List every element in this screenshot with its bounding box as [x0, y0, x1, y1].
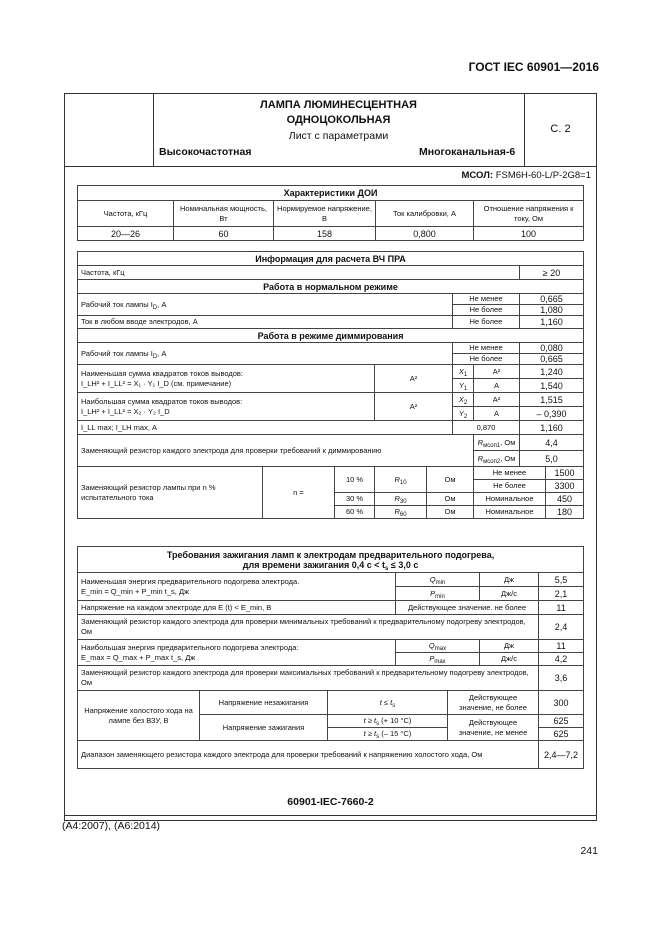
rmin2-value: 5,0 [520, 451, 584, 467]
rmin2-sub: мсоп2 [483, 458, 501, 465]
r60-symbol [375, 506, 427, 519]
y2-symbol [453, 407, 474, 421]
pmin-unit: Дж/с [480, 587, 539, 601]
qmin-unit: Дж [480, 573, 539, 587]
amendments: (А4:2007), (А6:2014) [62, 820, 161, 832]
page-number: 241 [580, 845, 598, 857]
r60-value: 180 [546, 506, 584, 519]
r30-unit: Ом [427, 493, 474, 506]
work-current-text: Рабочий ток лампы I [81, 299, 153, 309]
pmax-letter: P [429, 654, 435, 663]
pmin-letter: P [430, 588, 436, 598]
x2-value: 1,515 [520, 393, 584, 407]
rmin1-unit: , Ом [500, 437, 516, 447]
dim-not-less: Не менее [453, 343, 520, 354]
doi-header-current: Ток калибровки, А [376, 201, 474, 227]
qmin-symbol [396, 573, 480, 587]
pmax-symbol [396, 653, 480, 666]
y2-unit: А [474, 407, 520, 421]
work-current-unit: , А [157, 299, 167, 309]
dim-mode-title: Работа в режиме диммирования [78, 329, 584, 343]
r10-letter: R [394, 474, 400, 484]
doi-header-power: Номинальная мощность, Вт [174, 201, 274, 227]
emax-line2: E_max = Q_max + P_max t_s, Дж [81, 652, 196, 662]
rmin2-symbol [474, 451, 520, 467]
no-ign-eff-line2: значение, не более [459, 702, 527, 712]
t-ge-2-text: t ≥ t [363, 729, 377, 738]
greatest-sum-line2: I_LH² + I_LL² = X₂ · Y₂ I_D [81, 406, 170, 416]
any-input-not-more: Не более [453, 316, 520, 329]
emin-line1: Наименьшая энергия предварительного подогрева электрода. [81, 576, 300, 586]
ignition-title-line1: Требования зажигания ламп к электродам предварительного подогрева, [166, 549, 495, 560]
normal-not-more: Не более [453, 305, 520, 316]
greatest-sum-unit: А² [375, 393, 453, 421]
res-min-value: 2,4 [539, 615, 584, 640]
msol-value: FSM6H-60-L/P-2G8=1 [495, 170, 591, 181]
x2-sub: 2 [463, 399, 468, 406]
x1-symbol [453, 365, 474, 379]
emax-q-value: 11 [539, 640, 584, 653]
least-sum-label [78, 365, 375, 393]
emax-line1: Наибольшая энергия предварительного подогрева электрода: [81, 642, 299, 652]
qmin-sub: min [435, 579, 446, 586]
hf-title: Информация для расчета ВЧ ПРА [78, 252, 584, 266]
ign-eff-line1: Действующее [468, 717, 518, 727]
footer-line [64, 815, 597, 816]
page-code: С. 2 [550, 123, 571, 135]
range-value: 2,4—7,2 [539, 741, 584, 769]
hf-table [77, 251, 584, 519]
res-dim-label: Заменяющий резистор каждого электрода для проверки требований к диммированию [78, 435, 474, 467]
rmin1-value: 4,4 [520, 435, 584, 451]
greatest-sum-line1: Наибольшая сумма квадратов токов выводов: [81, 396, 243, 406]
rmin2-unit: , Ом [500, 453, 516, 463]
rmin1-letter: R [477, 437, 484, 447]
t-ge-2-sub: s [376, 734, 380, 740]
rmin1-symbol [474, 435, 520, 451]
pmax-unit: Дж/с [480, 653, 539, 666]
idle-voltage-label: Напряжение холостого хода на лампе без ВЗУ, В [78, 691, 200, 741]
r30-sub: 30 [399, 499, 407, 505]
pmin-sub: min [435, 593, 445, 600]
hf-freq-value: ≥ 20 [520, 266, 584, 280]
x1-sub: 1 [463, 371, 468, 378]
doi-value-power: 60 [174, 227, 274, 241]
greatest-sum-label [78, 393, 375, 421]
y1-symbol [453, 379, 474, 393]
doi-value-freq: 20—26 [78, 227, 174, 241]
dim-work-current-sub: D [152, 353, 158, 360]
emax-label [78, 640, 396, 666]
ignition-title-sub: s [385, 565, 389, 572]
t-ge-1 [328, 715, 448, 728]
multichannel-label: Многоканальная-6 [419, 146, 516, 158]
doi-header-voltage: Нормируемое напряжение, В [274, 201, 376, 227]
voltage-value: 11 [539, 601, 584, 615]
y2-sub: 2 [463, 413, 468, 420]
dim-min-value: 0,080 [520, 343, 584, 354]
dim-max-value: 0,665 [520, 354, 584, 365]
y2-value: – 0,390 [520, 407, 584, 421]
n-equals: n = [263, 467, 335, 519]
sheet-subtitle: Лист с параметрами [288, 130, 389, 142]
footer-code: 60901-IEC-7660-2 [287, 796, 374, 808]
normal-mode-title: Работа в нормальном режиме [78, 280, 584, 294]
res-max-value: 3,6 [539, 666, 584, 691]
res-max-label: Заменяющий резистор каждого электрода для проверки максимальных требований к предварительному подогреву электродов, Ом [78, 666, 539, 691]
voltage-effective: Действующее значение. не более [396, 601, 539, 615]
doi-value-voltage: 158 [274, 227, 376, 241]
p30: 30 % [335, 493, 375, 506]
x1-value: 1,240 [520, 365, 584, 379]
ignition-value-1: 625 [539, 715, 584, 728]
no-ignition-value: 300 [539, 691, 584, 715]
normal-max-value: 1,080 [520, 305, 584, 316]
any-input-value: 1,160 [520, 316, 584, 329]
t-ge-1-end: (+ 10 °С) [379, 716, 412, 725]
ignition-value-2: 625 [539, 728, 584, 741]
ignition-title-line2-text: для времени зажигания 0,4 с < t [242, 559, 386, 570]
ilmax-mid-value: 0,870 [453, 421, 520, 435]
range-label: Диапазон заменяющего резистора каждого электрода для проверки требований к напряжению холостого хода, Ом [78, 741, 539, 769]
t-le-ts-text: t ≤ t [379, 697, 393, 707]
least-sum-unit: А² [375, 365, 453, 393]
qmax-letter: Q [428, 641, 435, 650]
ign-eff-line2: значение, не менее [458, 727, 528, 737]
no-ign-eff-line1: Действующее [468, 692, 518, 702]
voltage-label: Напряжение на каждом электроде для E (t) < E_min, В [78, 601, 396, 615]
r30-value: 450 [546, 493, 584, 506]
msol-label: МСОЛ: [461, 170, 494, 181]
r10-max-value: 3300 [546, 480, 584, 493]
t-ge-2-end: (– 15 °С) [379, 729, 412, 738]
x1-unit: А² [474, 365, 520, 379]
least-sum-line2: I_LH² + I_LL² = X₁ · Y₁ I_D (см. примечание) [81, 378, 232, 388]
normal-min-value: 0,665 [520, 294, 584, 305]
header-bottom-line [64, 166, 597, 167]
qmax-symbol [396, 640, 480, 653]
t-le-ts-sub: s [392, 702, 396, 709]
normal-not-less: Не менее [453, 294, 520, 305]
r10-not-less: Не менее [474, 467, 546, 480]
qmax-unit: Дж [480, 640, 539, 653]
no-ignition-label: Напряжение незажигания [200, 691, 328, 715]
ilmax-value: 1,160 [520, 421, 584, 435]
r60-nominal: Номинальное [474, 506, 546, 519]
doi-header-ratio: Отношение напряжения к току, Ом [474, 201, 584, 227]
doi-value-current: 0,800 [376, 227, 474, 241]
any-input-label: Ток в любом вводе электродов, А [78, 316, 453, 329]
y1-value: 1,540 [520, 379, 584, 393]
qmax-sub: max [434, 646, 447, 652]
ignition-voltage-label: Напряжение зажигания [200, 715, 328, 741]
lamp-title-2: ОДНОЦОКОЛЬНАЯ [286, 114, 391, 126]
emin-label [78, 573, 396, 601]
work-current-sub: D [152, 304, 158, 311]
normal-work-current-label [78, 294, 453, 316]
y1-sub: 1 [463, 385, 468, 392]
rmin2-letter: R [477, 453, 484, 463]
rmin1-sub: мсоп1 [483, 442, 501, 449]
ilmax-label: I_LL max; I_LH max, А [78, 421, 453, 435]
ignition-title-line2 [81, 560, 580, 570]
t-ge-2 [328, 728, 448, 741]
t-ge-1-sub: s [376, 721, 380, 727]
doi-title: Характеристики ДОИ [78, 186, 584, 201]
p10: 10 % [335, 467, 375, 493]
y1-unit: А [474, 379, 520, 393]
emin-p-value: 2,1 [539, 587, 584, 601]
x2-unit: А² [474, 393, 520, 407]
t-ge-1-text: t ≥ t [363, 716, 377, 725]
r10-min-value: 1500 [546, 467, 584, 480]
ignition-effective [448, 715, 539, 741]
qmin-letter: Q [429, 574, 436, 584]
emax-p-value: 4,2 [539, 653, 584, 666]
r30-symbol [375, 493, 427, 506]
r30-nominal: Номинальное [474, 493, 546, 506]
dim-work-current-unit: , А [157, 348, 167, 358]
doi-header-freq: Частота, кГц [78, 201, 174, 227]
r10-sub: 10 [399, 479, 407, 486]
ignition-table [77, 546, 584, 769]
res-lamp-label: Заменяющий резистор лампы при n % испытательного тока [78, 467, 263, 519]
high-frequency-label: Высокочастотная [159, 146, 252, 158]
lamp-title-1: ЛАМПА ЛЮМИНЕСЦЕНТНАЯ [260, 99, 417, 111]
dim-not-more: Не более [453, 354, 520, 365]
no-ignition-effective [448, 691, 539, 715]
t-le-ts [328, 691, 448, 715]
r10-symbol [375, 467, 427, 493]
msol-designation [462, 170, 591, 181]
y2-letter: Y [458, 408, 464, 418]
ignition-title [78, 547, 584, 573]
dim-work-current-label [78, 343, 453, 365]
res-min-label: Заменяющий резистор каждого электрода для проверки минимальных требований к предварительному подогреву электродов, Ом [78, 615, 539, 640]
r60-unit: Ом [427, 506, 474, 519]
x1-letter: X [458, 366, 464, 376]
r10-unit: Ом [427, 467, 474, 493]
r10-not-more: Не более [474, 480, 546, 493]
r30-letter: R [394, 494, 400, 503]
least-sum-line1: Наименьшая сумма квадратов токов выводов: [81, 368, 243, 378]
emin-q-value: 5,5 [539, 573, 584, 587]
y1-letter: Y [458, 380, 464, 390]
p60: 60 % [335, 506, 375, 519]
r60-letter: R [394, 507, 400, 516]
dim-work-current-text: Рабочий ток лампы I [81, 348, 153, 358]
pmin-symbol [396, 587, 480, 601]
doi-value-ratio: 100 [474, 227, 584, 241]
x2-letter: X [458, 394, 464, 404]
hf-freq-label: Частота, кГц [78, 266, 520, 280]
ignition-title-line2-end: ≤ 3,0 с [388, 559, 419, 570]
r60-sub: 60 [399, 512, 407, 518]
standard-number: ГОСТ IEC 60901—2016 [468, 60, 599, 74]
doi-table [77, 185, 584, 241]
emin-line2: E_min = Q_min + P_min t_s, Дж [81, 586, 190, 596]
x2-symbol [453, 393, 474, 407]
pmax-sub: max [434, 659, 446, 665]
